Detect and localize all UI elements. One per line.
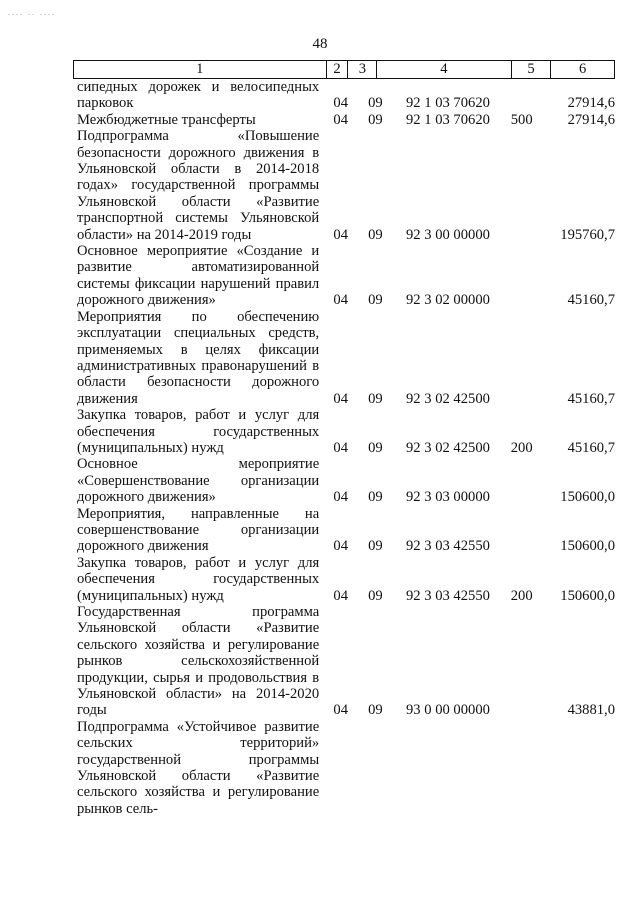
row-amount: 45160,7 (567, 439, 615, 456)
row-section: 04 (333, 292, 348, 309)
row-name: Закупка товаров, работ и услуг для обеспечения государственных (муниципальных) нужд (77, 554, 320, 604)
row-name: сипедных дорожек и велосипедных парковок (77, 79, 320, 112)
row-expense-type: 200 (510, 587, 533, 604)
row-section: 04 (333, 390, 348, 407)
row-subsection: 09 (368, 538, 383, 555)
scan-marks: .... .. .... (8, 8, 56, 17)
row-name: Подпрограмма «Устойчивое развитие сельских территорий» государственной программы Ульяновской области «Развитие сельского хозяйства и регулирование рынков сель- (77, 718, 320, 817)
row-target-code: 92 3 02 42500 (406, 439, 490, 456)
row-amount: 27914,6 (567, 95, 615, 112)
row-name: Подпрограмма «Повышение безопасности дорожного движения в Ульяновской области в 2014-2018 годах» государственной программы Ульяновской области «Развитие транспортной системы Ульяновской области» на 2014-2019 годы (77, 128, 320, 243)
header-col-5: 5 (512, 61, 552, 78)
row-target-code: 92 3 03 42550 (406, 538, 490, 555)
table-row (73, 128, 615, 243)
row-name: Мероприятия по обеспечению эксплуатации специальных средств, применяемых в целях фиксации административных правонарушений в области безопасности дорожного движения (77, 308, 320, 407)
table-row (73, 243, 615, 309)
row-amount: 150600,0 (560, 587, 615, 604)
row-target-code: 92 3 03 42550 (406, 587, 490, 604)
table-row (73, 112, 615, 128)
table-row (73, 407, 615, 456)
row-subsection: 09 (368, 95, 383, 112)
row-subsection: 09 (368, 226, 383, 243)
budget-table (73, 60, 615, 817)
row-section: 04 (333, 95, 348, 112)
row-subsection: 09 (368, 439, 383, 456)
row-section: 04 (333, 111, 348, 128)
row-name: Основное мероприятие «Создание и развитие автоматизированной системы фиксации нарушений правил дорожного движения» (77, 243, 320, 309)
header-col-6: 6 (579, 61, 587, 77)
row-section: 04 (333, 538, 348, 555)
row-amount: 45160,7 (567, 390, 615, 407)
row-subsection: 09 (368, 390, 383, 407)
row-amount: 27914,6 (567, 111, 615, 128)
row-target-code: 92 3 02 42500 (406, 390, 490, 407)
row-name: Закупка товаров, работ и услуг для обеспечения государственных (муниципальных) нужд (77, 407, 320, 456)
header-col-3: 3 (348, 61, 377, 78)
row-subsection: 09 (368, 111, 383, 128)
row-subsection: 09 (368, 489, 383, 506)
header-col-2: 2 (327, 61, 349, 78)
row-amount: 43881,0 (567, 702, 615, 719)
table-row (73, 506, 615, 555)
row-name: Основное мероприятие «Совершенствование организации дорожного движения» (77, 456, 320, 506)
row-target-code: 92 3 02 00000 (406, 292, 490, 309)
row-target-code: 92 3 03 00000 (406, 489, 490, 506)
row-amount: 150600,0 (560, 489, 615, 506)
row-name: Межбюджетные трансферты (77, 111, 256, 128)
table-header (73, 60, 615, 79)
row-subsection: 09 (368, 587, 383, 604)
table-row (73, 719, 615, 817)
row-amount: 45160,7 (567, 292, 615, 309)
table-row (73, 309, 615, 407)
row-section: 04 (333, 587, 348, 604)
row-expense-type: 500 (510, 111, 533, 128)
row-amount: 150600,0 (560, 538, 615, 555)
row-expense-type: 200 (510, 439, 533, 456)
table-row (73, 604, 615, 719)
row-name: Мероприятия, направленные на совершенствование организации дорожного движения (77, 505, 320, 555)
row-amount: 195760,7 (560, 226, 615, 243)
table-row (73, 456, 615, 505)
row-section: 04 (333, 702, 348, 719)
header-col-1: 1 (74, 61, 327, 78)
row-target-code: 92 3 00 00000 (406, 226, 490, 243)
row-subsection: 09 (368, 292, 383, 309)
row-name: Государственная программа Ульяновской области «Развитие сельского хозяйства и регулирование рынков сельскохозяйственной продукции, сырья и продовольствия в Ульяновской области» на 2014-2020 годы (77, 604, 320, 719)
page-number: 48 (312, 36, 328, 52)
row-section: 04 (333, 489, 348, 506)
row-section: 04 (333, 439, 348, 456)
table-row (73, 555, 615, 604)
row-subsection: 09 (368, 702, 383, 719)
header-col-4: 4 (377, 61, 511, 78)
row-target-code: 92 1 03 70620 (406, 95, 490, 112)
table-row (73, 79, 615, 112)
row-section: 04 (333, 226, 348, 243)
row-target-code: 93 0 00 00000 (406, 702, 490, 719)
row-target-code: 92 1 03 70620 (406, 111, 490, 128)
